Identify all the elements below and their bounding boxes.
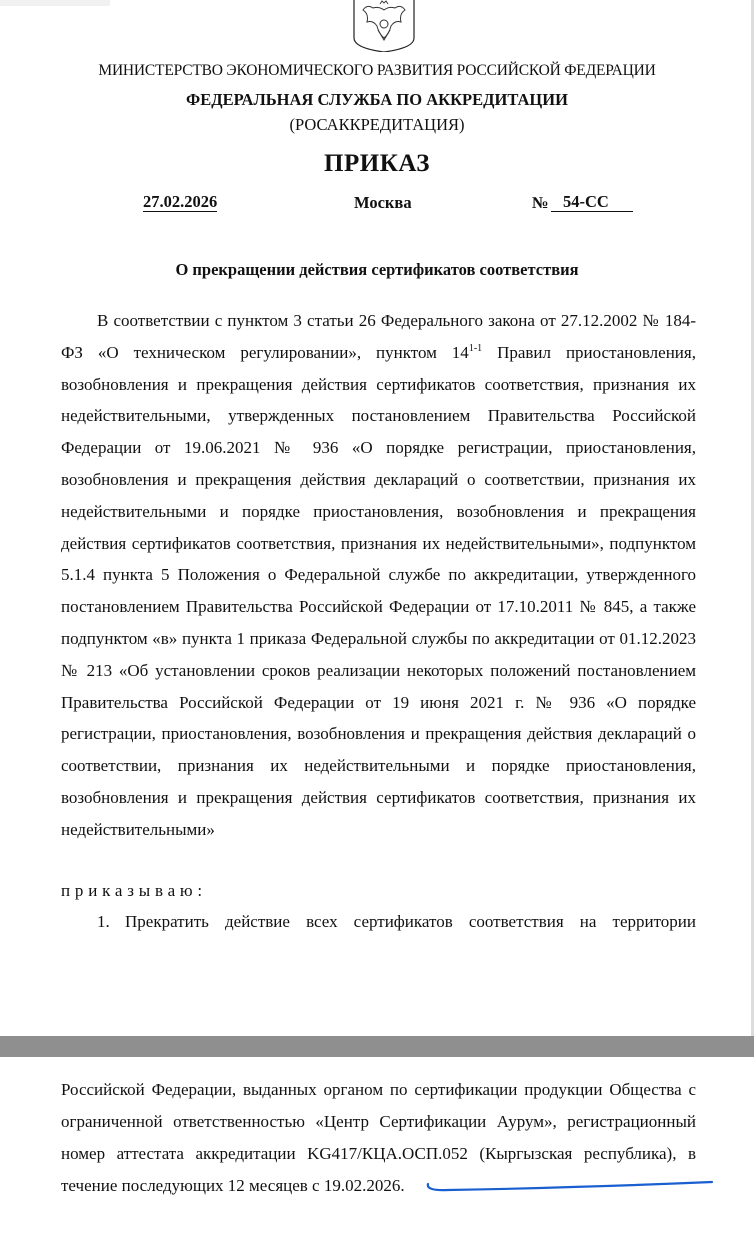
order-city: Москва [354,193,412,212]
preamble-superscript: 1-1 [468,342,483,354]
order-preamble [61,305,696,846]
order-directive-word: приказываю: [61,881,207,900]
preamble-part-1: В соответствии с пунктом 3 статьи 26 Федерального закона от 27.12.2002 № 184-ФЗ «О техническом регулировании», пунктом 14 [61,311,696,362]
order-item-text: Прекратить действие всех сертификатов соответствия на территории [125,912,696,931]
order-item-continuation: Российской Федерации, выданных органом по сертификации продукции Общества с ограниченной ответственностью «Центр Сертификации Аурум», регистрационный номер аттестата аккредитации KG417/КЦА.ОСП.052 (Кыргызская республика), в течение последующих 12 месяцев с 19.02.2026. [61,1080,696,1195]
order-date: 27.02.2026 [143,192,218,211]
order-item-1 [97,912,696,932]
order-number: 54-СС [551,193,633,212]
page-shadow [0,0,110,6]
order-item-number: 1. [97,912,110,931]
page-separator [0,1036,754,1057]
service-abbreviation: (РОСАККРЕДИТАЦИЯ) [289,115,465,134]
handwritten-underline [422,1170,717,1194]
order-subject: О прекращении действия сертификатов соответствия [175,260,579,279]
order-title: ПРИКАЗ [324,150,430,177]
double-headed-eagle-emblem-icon [351,0,417,52]
service-name: ФЕДЕРАЛЬНАЯ СЛУЖБА ПО АККРЕДИТАЦИИ [186,90,568,109]
ministry-name: МИНИСТЕРСТВО ЭКОНОМИЧЕСКОГО РАЗВИТИЯ РОССИЙСКОЙ ФЕДЕРАЦИИ [98,62,656,79]
preamble-part-2: Правил приостановления, возобновления и прекращения действия сертификатов соответствия, признания их недействительными, утвержденных постановлением Правительства Российской Федерации от 19.06.2021 № 936 «О порядке регистрации, приостановления, возобновления и прекращения действия деклараций о соответствии, признания их недействительными и порядке приостановления, возобновления и прекращения действия сертификатов соответствия, признания их недействительными», подпунктом 5.1.4 пункта 5 Положения о Федеральной службе по аккредитации, утвержденного постановлением Правительства Российской Федерации от 17.10.2011 № 845, а также подпунктом «в» пункта 1 приказа Федеральной службы по аккредитации от 01.12.2023 № 213 «Об установлении сроков реализации некоторых положений постановлением Правительства Российской Федерации от 19 июня 2021 г. № 936 «О порядке регистрации, приостановления, возобновления и прекращения действия деклараций о соответствии, признания их недействительными и порядке приостановления, возобновления и прекращения действия сертификатов соответствия, признания их недействительными» [61,342,696,839]
order-number-sign: № [532,193,549,212]
